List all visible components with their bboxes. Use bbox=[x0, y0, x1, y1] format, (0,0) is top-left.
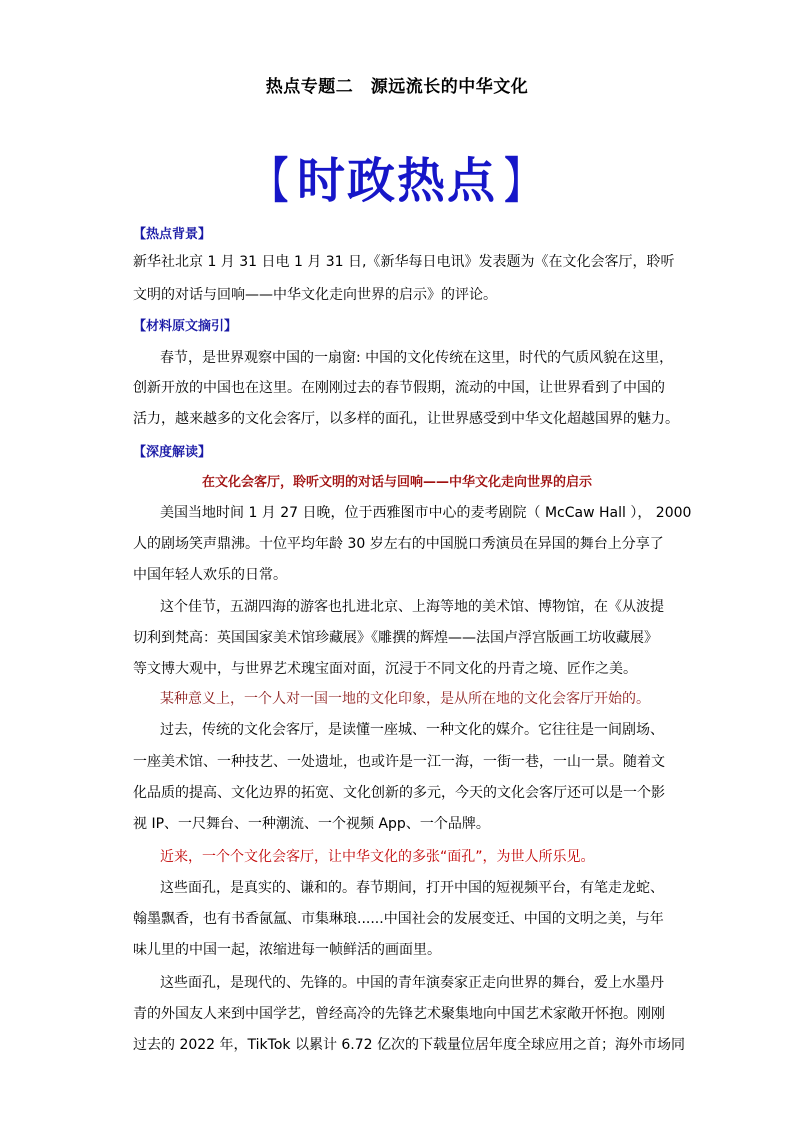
excerpt-line: 活力，越来越多的文化会客厅，以多样的面孔，让世界感受到中华文化超越国界的魅力。 bbox=[133, 411, 679, 427]
article-body-line: 中国年轻人欢乐的日常。 bbox=[133, 567, 287, 583]
banner-text: 时政热点 bbox=[296, 153, 497, 209]
banner-close-bracket: 】 bbox=[504, 153, 540, 209]
article-body-line: 视 IP、一尺舞台、一种潮流、一个视频 App、一个品牌。 bbox=[133, 816, 490, 832]
section-heading-excerpt: 【材料原文摘引】 bbox=[133, 319, 238, 334]
article-body-line: 这个佳节，五湖四海的游客也扎进北京、上海等地的美术馆、博物馆，在《从波提 bbox=[160, 599, 664, 615]
banner-heading bbox=[0, 142, 794, 211]
article-body-line: 这些面孔，是真实的、谦和的。春节期间，打开中国的短视频平台，有笔走龙蛇、 bbox=[160, 880, 664, 896]
excerpt-line: 创新开放的中国也在这里。在刚刚过去的春节假期，流动的中国，让世界看到了中国的 bbox=[133, 380, 665, 396]
article-title: 在文化会客厅，聆听文明的对话与回响——中华文化走向世界的启示 bbox=[201, 475, 592, 490]
article-body-line: 近来，一个个文化会客厅，让中华文化的多张“面孔”，为世人所乐见。 bbox=[160, 849, 595, 865]
background-line: 新华社北京 1 月 31 日电 1 月 31 日,《新华每日电讯》发表题为《在文化会客厅，聆听 bbox=[133, 254, 675, 270]
article-body-line: 这些面孔，是现代的、先锋的。中国的青年演奏家正走向世界的舞台，爱上水墨丹 bbox=[160, 975, 664, 991]
article-body-line: 青的外国友人来到中国学艺，曾经高冷的先锋艺术聚集地向中国艺术家敞开怀抱。刚刚 bbox=[133, 1006, 665, 1022]
background-line: 文明的对话与回响——中华文化走向世界的启示》的评论。 bbox=[133, 287, 497, 303]
section-heading-analysis: 【深度解读】 bbox=[133, 445, 212, 460]
section-heading-background: 【热点背景】 bbox=[133, 227, 212, 242]
article-body-line: 某种意义上，一个人对一国一地的文化印象，是从所在地的文化会客厅开始的。 bbox=[160, 691, 650, 707]
article-body-line: 过去的 2022 年，TikTok 以累计 6.72 亿次的下载量位居年度全球应用之首；海外市场同 bbox=[133, 1037, 686, 1053]
article-body-line: 人的剧场笑声鼎沸。十位平均年龄 30 岁左右的中国脱口秀演员在异国的舞台上分享了 bbox=[133, 536, 664, 552]
article-body-line: 化品质的提高、文化边界的拓宽、文化创新的多元，今天的文化会客厅还可以是一个影 bbox=[133, 785, 665, 801]
excerpt-line: 春节，是世界观察中国的一扇窗: 中国的文化传统在这里，时代的气质风貌在这里， bbox=[160, 350, 674, 366]
banner-open-bracket: 【 bbox=[254, 153, 290, 209]
article-body-line: 翰墨飘香，也有书香氤氲、市集琳琅......中国社会的发展变迁、中国的文明之美，与年 bbox=[133, 911, 664, 927]
article-body-line: 美国当地时间 1 月 27 日晚，位于西雅图市中心的麦考剧院（ McCaw Hall ）， 2000 bbox=[160, 505, 692, 521]
document-title: 热点专题二 源远流长的中华文化 bbox=[265, 77, 529, 97]
article-body-line: 味儿里的中国一起，浓缩进每一帧鲜活的画面里。 bbox=[133, 942, 441, 958]
article-body-line: 过去，传统的文化会客厅，是读懂一座城、一种文化的媒介。它往往是一间剧场、 bbox=[160, 722, 664, 738]
article-body-line: 切利到梵高：英国国家美术馆珍藏展》《雕撰的辉煌——法国卢浮宫版画工坊收藏展》 bbox=[133, 630, 658, 646]
article-body-line: 等文博大观中，与世界艺术瑰宝面对面，沉浸于不同文化的丹青之境、匠作之美。 bbox=[133, 661, 637, 677]
article-body-line: 一座美术馆、一种技艺、一处遗址，也或许是一江一海，一街一巷，一山一景。随着文 bbox=[133, 754, 665, 770]
